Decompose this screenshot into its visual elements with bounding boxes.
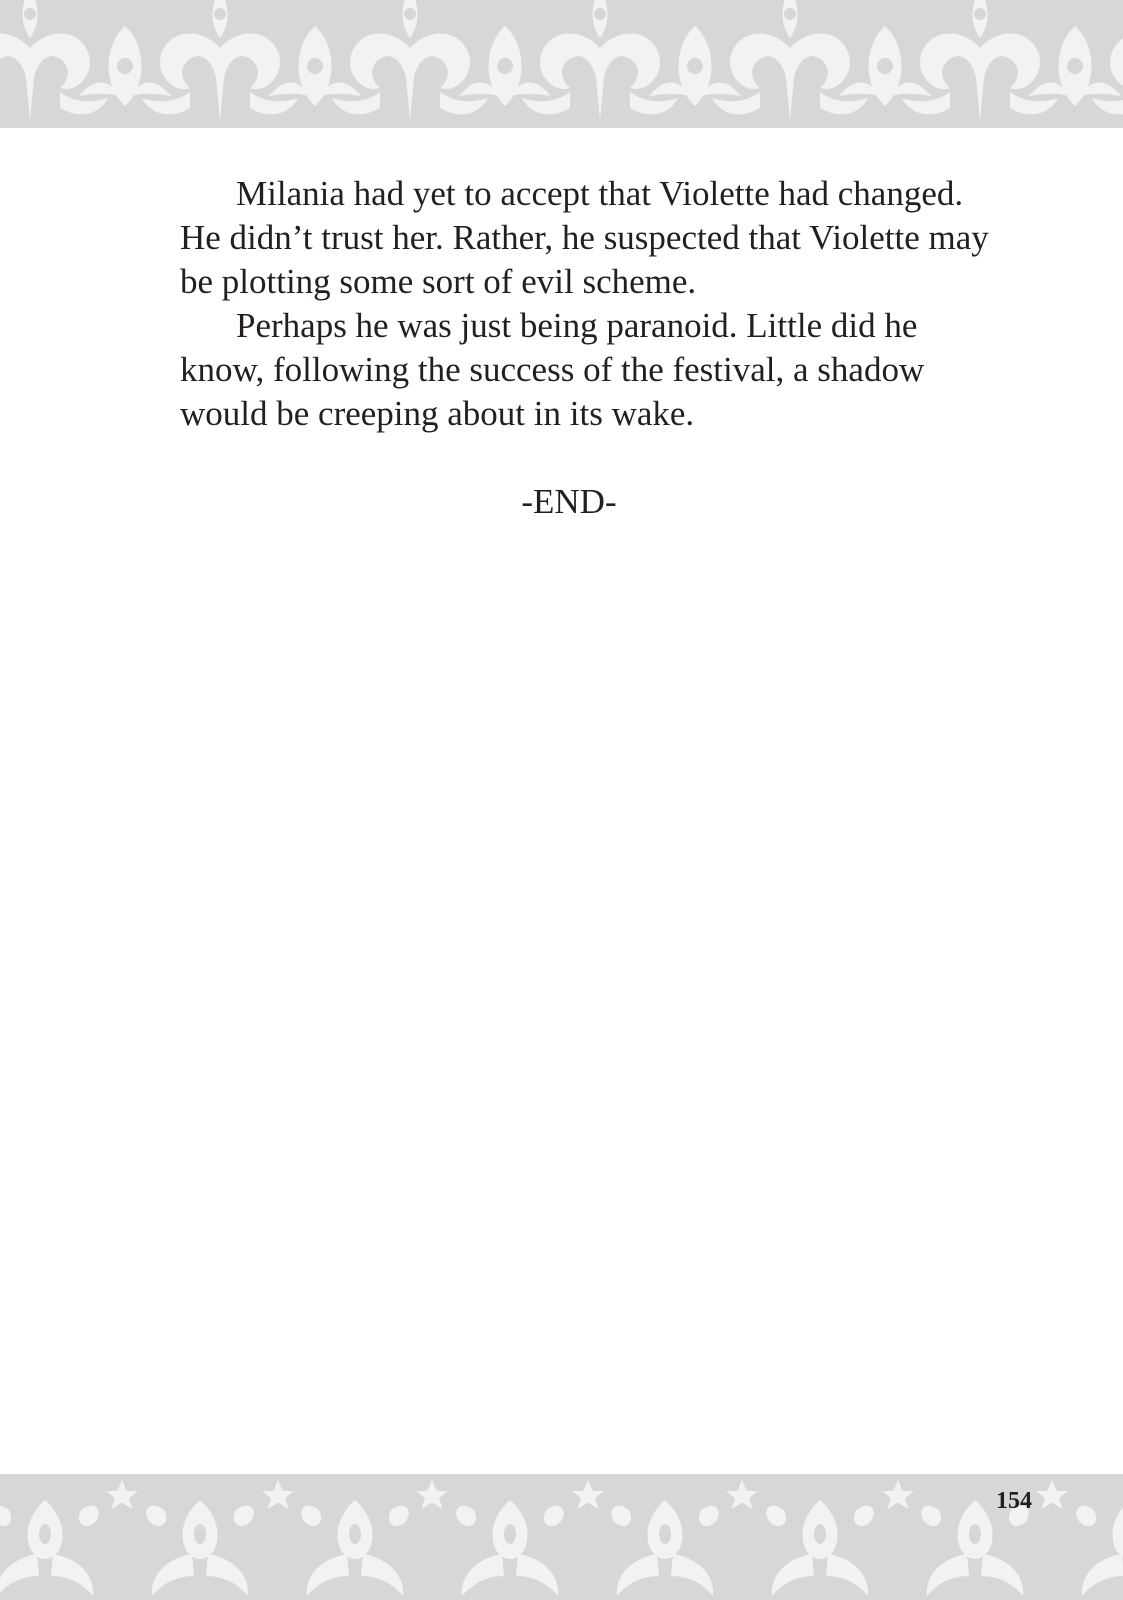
page-number: 154 xyxy=(996,1488,1032,1514)
top-damask-border xyxy=(0,0,1123,128)
end-marker: -END- xyxy=(521,482,617,521)
paragraph: Milania had yet to accept that Violette had changed. He didn’t trust her. Rather, he suspected that Violette may be plotting some sort of evil scheme. xyxy=(180,174,989,301)
paragraph: Perhaps he was just being paranoid. Little did he know, following the success of the festival, a shadow would be creeping about in its wake. xyxy=(180,306,925,433)
damask-pattern xyxy=(0,0,1123,128)
damask-pattern xyxy=(0,1474,1123,1600)
body-text xyxy=(180,172,1000,524)
bottom-damask-border xyxy=(0,1474,1123,1600)
